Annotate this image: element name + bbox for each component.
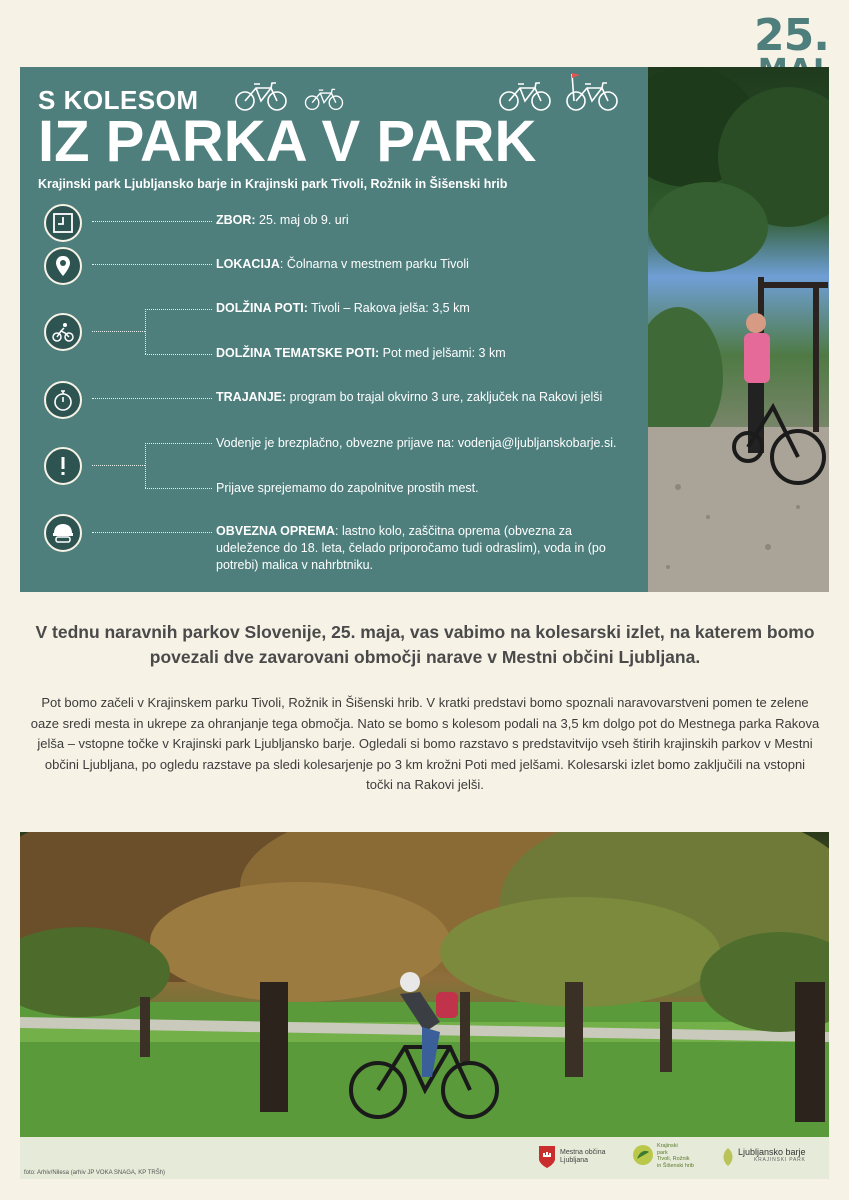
connector-line <box>145 309 212 310</box>
connector-line <box>92 331 145 332</box>
info-dolzina-tematske <box>216 345 624 362</box>
lokacija-value: : Čolnarna v mestnem parku Tivoli <box>279 257 469 271</box>
trajanje-value: program bo trajal okvirno 3 ure, zaključek na Rakovi jelši <box>286 390 603 404</box>
oprema-value: : lastno kolo, zaščitna oprema (obvezna za udeležence do 18. leta, čelado priporočamo tudi odraslim), voda in (po potrebi) malica v nahrbtniku. <box>216 524 606 572</box>
cyclist-park-photo <box>20 832 829 1137</box>
lead-paragraph: V tednu naravnih parkov Slovenije, 25. maja, vas vabimo na kolesarski izlet, na katerem bomo povezali dve zavarovani območji narave v Mestni občini Ljubljana. <box>35 622 815 667</box>
connector-bracket <box>145 443 146 488</box>
connector-line <box>92 465 145 466</box>
lokacija-label: LOKACIJA <box>216 257 280 271</box>
logo-ljubljana <box>560 1149 606 1165</box>
cyclist-photo-top <box>648 67 829 592</box>
info-zbor <box>216 212 624 229</box>
info-lokacija <box>216 256 624 273</box>
subtitle: Krajinski park Ljubljansko barje in Krajinski park Tivoli, Rožnik in Šišenski hrib <box>38 177 508 191</box>
ljubljana-coat-of-arms-icon <box>538 1145 556 1169</box>
bicycle-icon <box>498 80 552 112</box>
location-pin-icon <box>44 247 82 285</box>
connector-line <box>92 532 212 533</box>
oprema-label: OBVEZNA OPREMA <box>216 524 335 538</box>
body-paragraph: Pot bomo začeli v Krajinskem parku Tivoli, Rožnik in Šišenski hrib. V kratki predstavi bomo spoznali naravovarstveni pomen te zelene oaze sredi mesta in ukrepe za ohranjanje tega območja. Nato se bomo s kolesom podali na 3,5 km dolgo pot do Mestnega parka Rakova jelša – vstopne točke v Krajinski park Ljubljansko barje. Ogledali si bomo razstavo s predstavitvijo vseh štirih krajinskih parkov v Mestni občini Ljubljana, po ogledu razstave pa sledi kolesarjenje po 3 km krožni Poti med jelšami. Kolesarski izlet bomo zaključili na vstopni točki na Rakovi jelši. <box>30 695 820 792</box>
date-day: 25. <box>754 10 829 61</box>
logo-barje-line1: Ljubljansko barje <box>738 1147 806 1157</box>
logo-tivoli-line2: park <box>657 1149 668 1156</box>
info-trajanje <box>216 389 624 406</box>
info-vodenje: Vodenje je brezplačno, obvezne prijave na: vodenja@ljubljanskobarje.si. <box>216 436 617 450</box>
dolzina-tematske-value: Pot med jelšami: 3 km <box>379 346 506 360</box>
logo-ljubljana-line2: Ljubljana <box>560 1157 589 1164</box>
connector-line <box>92 221 212 222</box>
connector-line <box>145 443 212 444</box>
dolzina-tematske-label: DOLŽINA TEMATSKE POTI: <box>216 346 380 360</box>
main-title: IZ PARKA V PARK <box>38 109 537 174</box>
zbor-label: ZBOR: <box>216 213 256 227</box>
connector-line <box>145 354 212 355</box>
barje-leaf-icon <box>720 1147 736 1167</box>
tivoli-park-logo-icon <box>632 1144 654 1166</box>
connector-line <box>92 264 212 265</box>
logo-tivoli-line1: Krajinski <box>657 1143 678 1149</box>
trajanje-label: TRAJANJE: <box>216 390 287 404</box>
bicycle-icon <box>304 87 344 111</box>
dolzina-poti-label: DOLŽINA POTI: <box>216 301 308 315</box>
info-dolzina-poti <box>216 300 624 317</box>
info-panel <box>20 67 648 592</box>
photo-credit: foto: Arhiv/Nilesa (arhiv JP VOKA SNAGA, KP TRŠh) <box>24 1170 166 1176</box>
exclamation-icon <box>44 447 82 485</box>
stopwatch-icon <box>44 381 82 419</box>
bicycle-icon <box>234 80 288 112</box>
header-kicker: S KOLESOM <box>38 85 199 115</box>
connector-line <box>92 398 212 399</box>
logo-tivoli-line3: Tivoli, Rožnik <box>657 1156 690 1162</box>
cyclist-icon <box>44 313 82 351</box>
logo-tivoli <box>657 1143 694 1169</box>
logo-barje <box>738 1147 806 1164</box>
clock-icon <box>44 204 82 242</box>
logo-tivoli-line4: in Šišenski hrib <box>657 1162 694 1169</box>
logo-ljubljana-line1: Mestna občina <box>560 1149 606 1156</box>
connector-bracket <box>145 309 146 354</box>
dolzina-poti-value: Tivoli – Rakova jelša: 3,5 km <box>307 301 470 315</box>
connector-line <box>145 488 212 489</box>
logo-barje-line2: KRAJINSKI PARK <box>754 1157 806 1163</box>
info-oprema <box>216 523 624 574</box>
zbor-value: 25. maj ob 9. uri <box>255 213 349 227</box>
footer-bar <box>20 1137 829 1179</box>
bicycle-flag-icon <box>565 71 619 112</box>
helmet-icon <box>44 514 82 552</box>
info-prijave: Prijave sprejemamo do zapolnitve prostih mest. <box>216 481 479 495</box>
